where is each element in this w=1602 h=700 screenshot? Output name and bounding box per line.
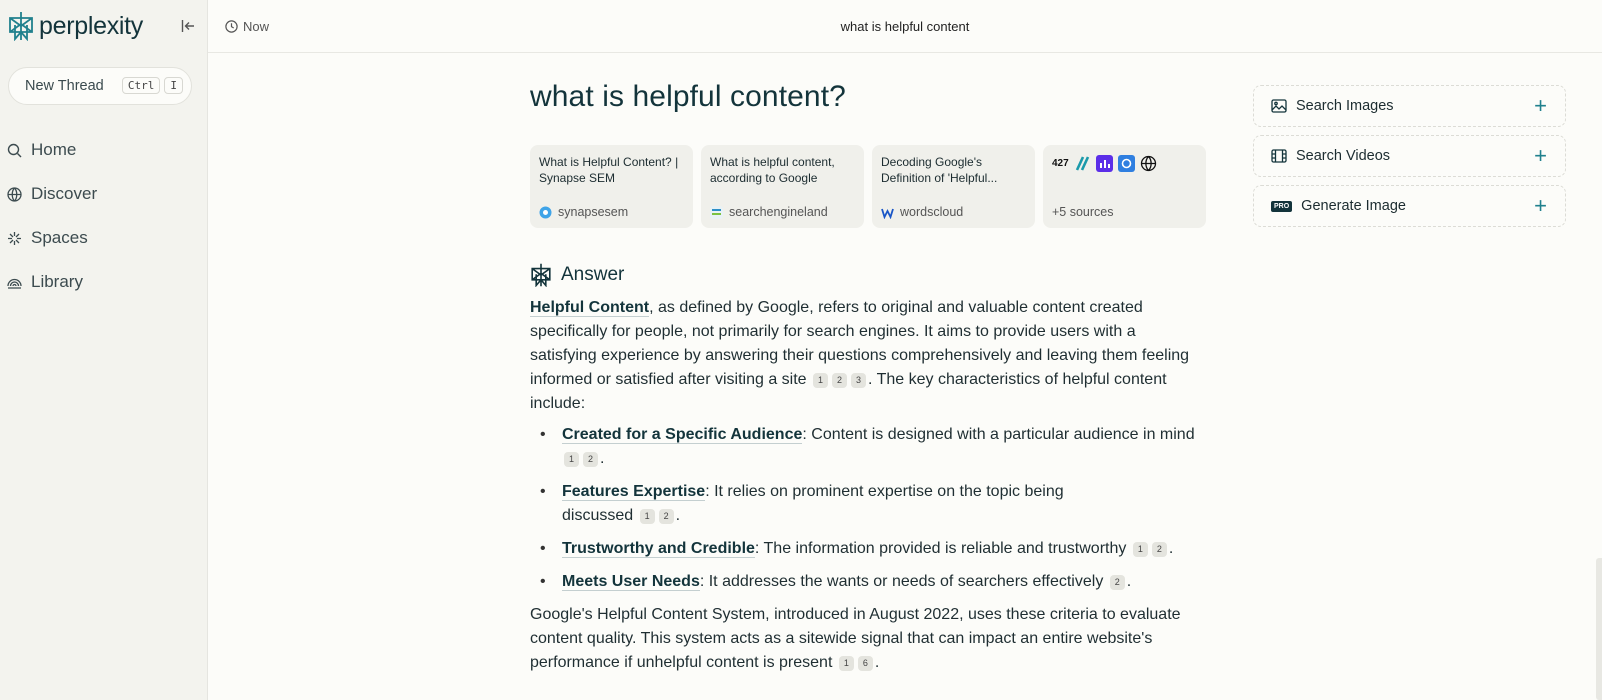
citation[interactable]: 2 xyxy=(659,509,674,524)
collapse-icon xyxy=(181,19,195,33)
sidebar-item-label: Library xyxy=(31,272,83,291)
source-site-name: searchengineland xyxy=(729,205,828,219)
sidebar-item-discover[interactable] xyxy=(0,172,208,216)
answer-term-link[interactable]: Created for a Specific Audience xyxy=(562,426,803,443)
logo[interactable] xyxy=(8,11,143,41)
sidebar xyxy=(0,0,208,700)
sidebar-item-label: Spaces xyxy=(31,228,88,247)
list-item-text: : The information provided is reliable and trustworthy xyxy=(754,540,1127,557)
collapse-sidebar-button[interactable] xyxy=(178,16,198,36)
sidebar-item-home[interactable] xyxy=(0,128,208,172)
blue-app-icon xyxy=(1118,155,1135,172)
perplexity-answer-icon xyxy=(530,263,552,287)
list-item xyxy=(530,537,1206,561)
citation[interactable]: 1 xyxy=(813,373,828,388)
answer-term-link[interactable]: Helpful Content xyxy=(530,299,650,316)
answer-closing xyxy=(530,603,1206,675)
citation[interactable]: 1 xyxy=(1133,542,1148,557)
media-panel xyxy=(1253,85,1566,235)
sidebar-item-spaces[interactable] xyxy=(0,216,208,260)
slash-logo-icon xyxy=(1074,155,1091,172)
plus-icon: + xyxy=(1534,193,1547,218)
period: . xyxy=(1126,573,1132,590)
thread-title: what is helpful content xyxy=(840,19,970,34)
period: . xyxy=(675,507,681,524)
sources-row xyxy=(530,145,1206,228)
source-site xyxy=(539,205,628,219)
citation[interactable]: 2 xyxy=(1152,542,1167,557)
source-card[interactable] xyxy=(530,145,693,228)
new-thread-button[interactable] xyxy=(8,67,192,105)
shortcut-hint xyxy=(122,77,183,94)
period: . xyxy=(600,450,605,467)
scrollbar[interactable] xyxy=(1596,558,1602,700)
list-item-text: : It addresses the wants or needs of searchers effectively xyxy=(699,573,1104,590)
thread-header xyxy=(208,0,1602,53)
citation[interactable]: 2 xyxy=(583,452,598,467)
sidebar-nav xyxy=(0,128,208,304)
source-title: Decoding Google's Definition of 'Helpful... xyxy=(881,155,998,185)
list-item xyxy=(530,570,1206,594)
citation[interactable]: 1 xyxy=(839,656,854,671)
source-title: What is helpful content, according to Google xyxy=(710,155,835,185)
source-card[interactable] xyxy=(701,145,864,228)
characteristics-list xyxy=(530,423,1206,594)
more-sources-label: +5 sources xyxy=(1052,205,1114,219)
pro-badge: PRO xyxy=(1271,201,1292,212)
plus-icon: + xyxy=(1534,143,1547,168)
synapsesem-favicon-icon xyxy=(539,206,552,219)
answer-intro xyxy=(530,296,1206,416)
answer-text: . The key characteristics of helpful content include: xyxy=(530,371,1167,412)
answer-heading-label: Answer xyxy=(561,264,625,285)
brand-name: perplexity xyxy=(39,11,143,40)
sidebar-item-label: Home xyxy=(31,140,77,159)
list-item-text: : Content is designed with a particular audience in mind xyxy=(802,426,1195,443)
citation[interactable]: 6 xyxy=(858,656,873,671)
answer-term-link[interactable]: Meets User Needs xyxy=(562,573,700,590)
list-item-text: : It relies on prominent expertise on the topic being discussed xyxy=(562,483,1064,524)
list-item xyxy=(530,423,1206,471)
answer-term-link[interactable]: Features Expertise xyxy=(562,483,706,500)
source-badge: 427 xyxy=(1052,157,1069,169)
citation[interactable]: 3 xyxy=(851,373,866,388)
sidebar-item-library[interactable] xyxy=(0,260,208,304)
kbd-ctrl: Ctrl xyxy=(122,77,161,94)
wordscloud-favicon-icon xyxy=(881,206,894,219)
answer-term-link[interactable]: Trustworthy and Credible xyxy=(562,540,755,557)
film-icon xyxy=(1271,149,1287,163)
period: . xyxy=(874,654,880,671)
period: . xyxy=(1168,540,1174,557)
page-title: what is helpful content? xyxy=(530,80,846,113)
source-card[interactable] xyxy=(872,145,1035,228)
image-icon xyxy=(1271,99,1287,113)
globe-icon xyxy=(7,187,22,202)
search-videos-label: Search Videos xyxy=(1296,148,1391,164)
new-thread-label: New Thread xyxy=(25,78,104,94)
source-site xyxy=(710,205,828,219)
perplexity-logo-icon xyxy=(8,11,34,41)
globe-icon xyxy=(1140,155,1157,172)
citation[interactable]: 2 xyxy=(832,373,847,388)
source-site xyxy=(881,205,963,219)
spaces-icon xyxy=(7,231,22,246)
kbd-i: I xyxy=(164,77,183,94)
answer-text: , as defined by Google, refers to original and valuable content created specifically for people, not primarily for search engines. It aims to provide users with a satisfying experience by answering their questions comprehensively and leaving them feeling informed or satisfied after visiting a site xyxy=(530,299,1190,388)
answer-body xyxy=(530,296,1206,682)
citation[interactable]: 2 xyxy=(1110,575,1125,590)
search-images-label: Search Images xyxy=(1296,98,1394,114)
answer-heading xyxy=(530,263,624,287)
search-videos-button[interactable] xyxy=(1253,135,1566,177)
source-favicons xyxy=(1052,154,1197,172)
more-sources-card[interactable] xyxy=(1043,145,1206,228)
citation[interactable]: 1 xyxy=(564,452,579,467)
time-label: Now xyxy=(243,19,270,34)
source-site-name: synapsesem xyxy=(558,205,629,219)
generate-image-button[interactable] xyxy=(1253,185,1566,227)
answer-text: Google's Helpful Content System, introduced in August 2022, uses these criteria to evaluate content quality. This system acts as a sitewide signal that can impact an entire website's performance if unhelpful content is present xyxy=(530,606,1181,671)
source-site-name: wordscloud xyxy=(900,205,964,219)
library-icon xyxy=(7,275,22,290)
search-icon xyxy=(7,143,22,158)
search-images-button[interactable] xyxy=(1253,85,1566,127)
main-content xyxy=(530,80,1206,671)
generate-image-label: Generate Image xyxy=(1301,198,1406,214)
list-item xyxy=(530,480,1206,528)
citation[interactable]: 1 xyxy=(640,509,655,524)
searchengineland-favicon-icon xyxy=(710,206,723,219)
purple-app-icon xyxy=(1096,155,1113,172)
sidebar-item-label: Discover xyxy=(31,184,98,203)
plus-icon: + xyxy=(1534,93,1547,118)
source-title: What is Helpful Content? | Synapse SEM xyxy=(539,155,679,185)
